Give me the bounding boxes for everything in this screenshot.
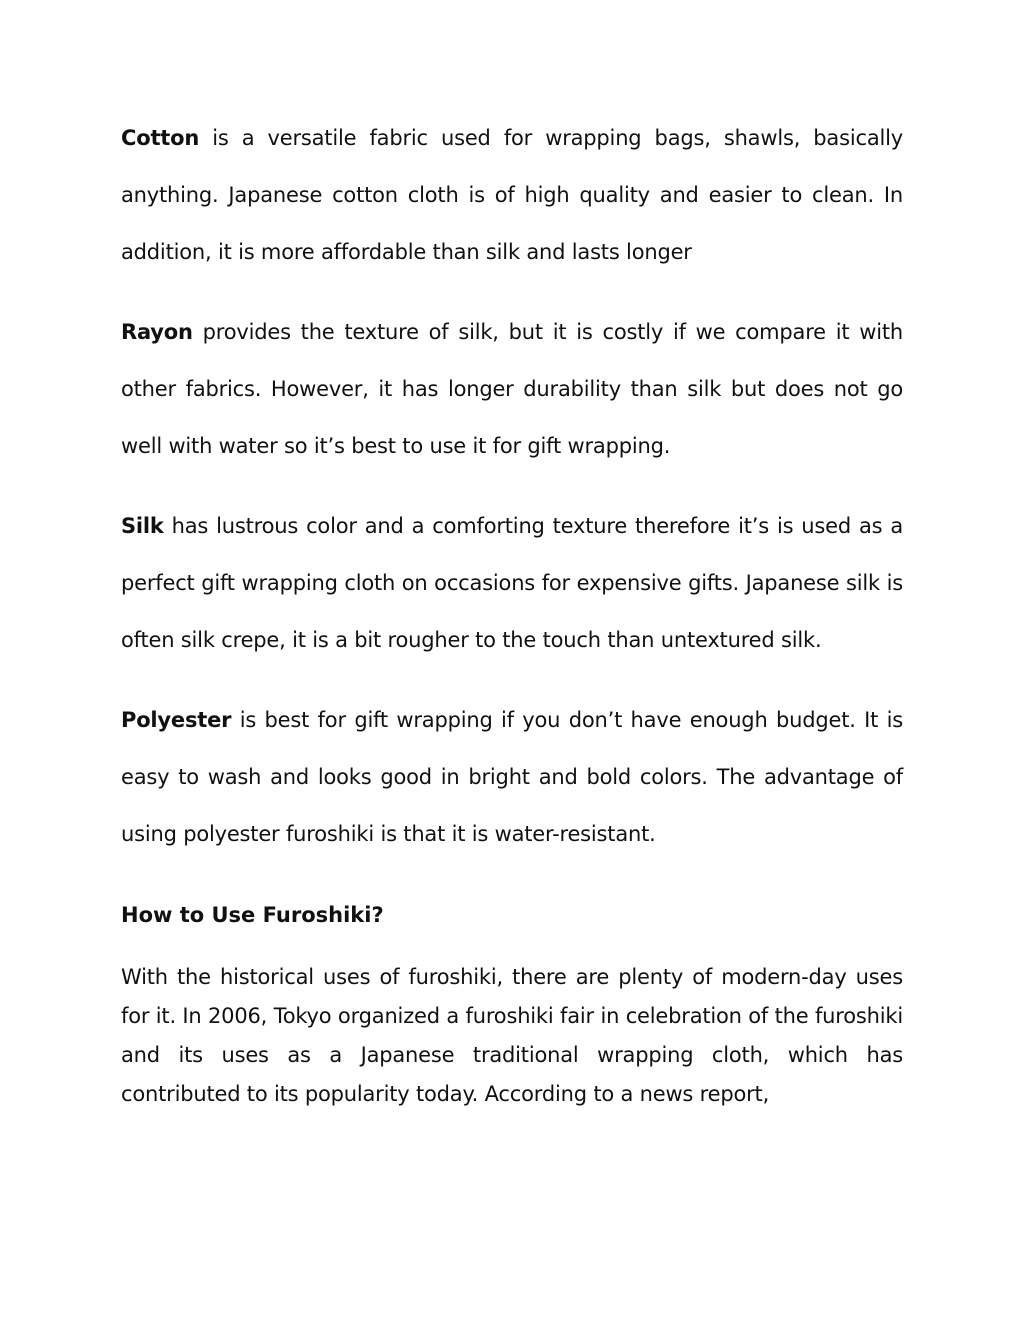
paragraph-silk — [121, 498, 903, 669]
term-silk: Silk — [121, 514, 164, 538]
paragraph-cotton-text: is a versatile fabric used for wrapping bags, shawls, basically anything. Japanese cotton cloth is of high quality and easier to clean. In addition, it is more affordable than silk and lasts longer — [121, 126, 903, 264]
paragraph-rayon-text: provides the texture of silk, but it is costly if we compare it with other fabrics. However, it has longer durability than silk but does not go well with water so it’s best to use it for gift wrapping. — [121, 320, 903, 458]
term-rayon: Rayon — [121, 320, 193, 344]
closing-paragraph: With the historical uses of furoshiki, there are plenty of modern-day uses for it. In 2006, Tokyo organized a furoshiki fair in celebration of the furoshiki and its uses as a Japanese traditional wrapping cloth, which has contributed to its popularity today. According to a news report, — [121, 965, 903, 1106]
paragraph-silk-text: has lustrous color and a comforting texture therefore it’s is used as a perfect gift wrapping cloth on occasions for expensive gifts. Japanese silk is often silk crepe, it is a bit rougher to the touch than untextured silk. — [121, 514, 903, 652]
paragraph-rayon — [121, 304, 903, 475]
paragraph-polyester-text: is best for gift wrapping if you don’t have enough budget. It is easy to wash and looks good in bright and bold colors. The advantage of using polyester furoshiki is that it is water-resistant. — [121, 708, 903, 846]
term-polyester: Polyester — [121, 708, 232, 732]
paragraph-cotton — [121, 110, 903, 281]
section-heading: How to Use Furoshiki? — [121, 903, 384, 927]
term-cotton: Cotton — [121, 126, 200, 150]
document-page — [121, 110, 903, 1114]
paragraph-polyester — [121, 692, 903, 863]
